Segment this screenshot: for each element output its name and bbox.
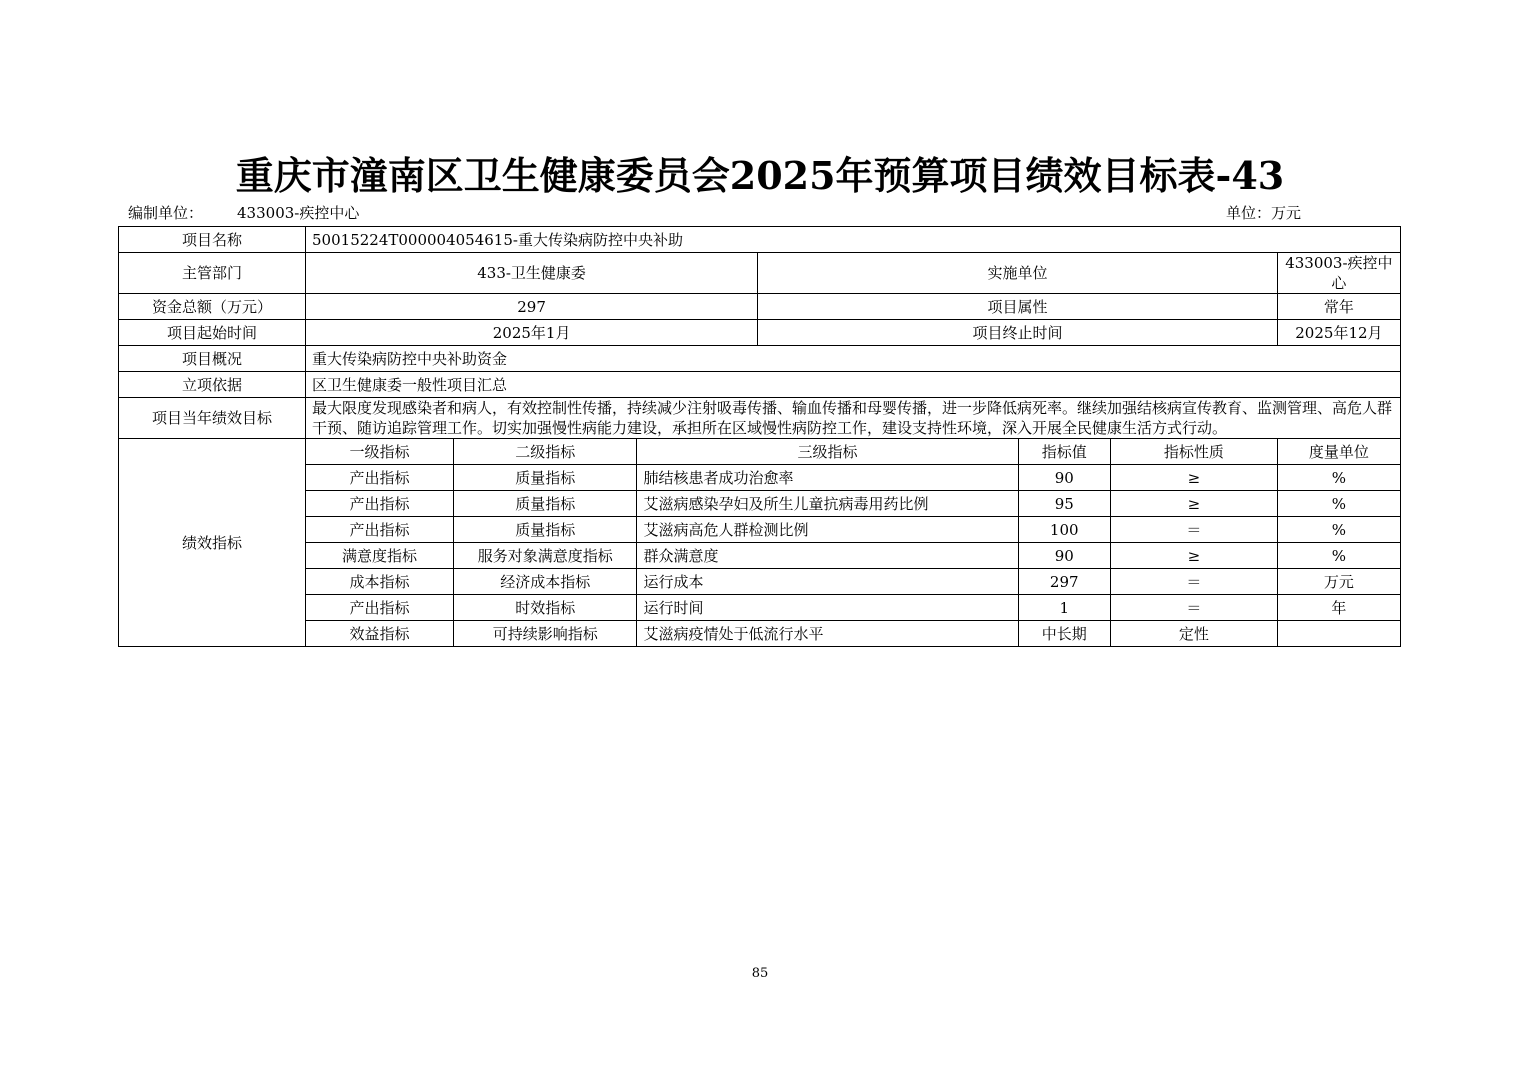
indicator-header-row bbox=[119, 439, 1401, 465]
level2-cell: 质量指标 bbox=[453, 491, 636, 517]
level2-cell: 服务对象满意度指标 bbox=[453, 543, 636, 569]
unit-cell: % bbox=[1277, 543, 1400, 569]
unit-cell: % bbox=[1277, 491, 1400, 517]
row-time bbox=[119, 320, 1401, 346]
value-cell: 1 bbox=[1018, 595, 1110, 621]
fund-value: 297 bbox=[306, 294, 758, 320]
level2-cell: 可持续影响指标 bbox=[453, 621, 636, 647]
level2-cell: 时效指标 bbox=[453, 595, 636, 621]
attr-label: 项目属性 bbox=[758, 294, 1278, 320]
start-label: 项目起始时间 bbox=[119, 320, 306, 346]
level1-cell: 产出指标 bbox=[306, 595, 454, 621]
header-unit: 度量单位 bbox=[1277, 439, 1400, 465]
performance-table bbox=[118, 226, 1401, 647]
row-dept bbox=[119, 253, 1401, 294]
unit-cell: 年 bbox=[1277, 595, 1400, 621]
table-row bbox=[119, 595, 1401, 621]
value-cell: 90 bbox=[1018, 465, 1110, 491]
nature-cell: ＝ bbox=[1110, 517, 1277, 543]
unit-cell: % bbox=[1277, 465, 1400, 491]
project-name-label: 项目名称 bbox=[119, 227, 306, 253]
value-cell: 中长期 bbox=[1018, 621, 1110, 647]
level1-cell: 产出指标 bbox=[306, 517, 454, 543]
value-cell: 90 bbox=[1018, 543, 1110, 569]
impl-value: 433003-疾控中心 bbox=[1277, 253, 1400, 294]
goal-value: 最大限度发现感染者和病人，有效控制性传播，持续减少注射吸毒传播、输血传播和母婴传播，进一步降低病死率。继续加强结核病宣传教育、监测管理、高危人群干预、随访追踪管理工作。切实加强慢性病能力建设，承担所在区域慢性病防控工作，建设支持性环境，深入开展全民健康生活方式行动。 bbox=[306, 398, 1401, 439]
goal-label: 项目当年绩效目标 bbox=[119, 398, 306, 439]
page-title: 重庆市潼南区卫生健康委员会2025年预算项目绩效目标表-43 bbox=[235, 153, 1285, 198]
level1-cell: 效益指标 bbox=[306, 621, 454, 647]
level2-cell: 质量指标 bbox=[453, 517, 636, 543]
level3-cell: 运行时间 bbox=[637, 595, 1018, 621]
nature-cell: ＝ bbox=[1110, 569, 1277, 595]
level3-cell: 群众满意度 bbox=[637, 543, 1018, 569]
level3-cell: 艾滋病高危人群检测比例 bbox=[637, 517, 1018, 543]
level2-cell: 经济成本指标 bbox=[453, 569, 636, 595]
level3-cell: 运行成本 bbox=[637, 569, 1018, 595]
nature-cell: ≥ bbox=[1110, 543, 1277, 569]
unit-cell bbox=[1277, 621, 1400, 647]
header-nature: 指标性质 bbox=[1110, 439, 1277, 465]
table-row bbox=[119, 517, 1401, 543]
unit-cell: 万元 bbox=[1277, 569, 1400, 595]
fund-label: 资金总额（万元） bbox=[119, 294, 306, 320]
basis-label: 立项依据 bbox=[119, 372, 306, 398]
impl-label: 实施单位 bbox=[758, 253, 1278, 294]
compiling-unit-value: 433003-疾控中心 bbox=[237, 204, 360, 222]
unit-cell: % bbox=[1277, 517, 1400, 543]
overview-value: 重大传染病防控中央补助资金 bbox=[306, 346, 1401, 372]
header-value: 指标值 bbox=[1018, 439, 1110, 465]
value-cell: 95 bbox=[1018, 491, 1110, 517]
compiling-unit-label: 编制单位： bbox=[128, 204, 204, 222]
nature-cell: 定性 bbox=[1110, 621, 1277, 647]
table-row bbox=[119, 465, 1401, 491]
overview-label: 项目概况 bbox=[119, 346, 306, 372]
indicators-section-label: 绩效指标 bbox=[119, 439, 306, 647]
row-goal bbox=[119, 398, 1401, 439]
dept-value: 433-卫生健康委 bbox=[306, 253, 758, 294]
table-row bbox=[119, 543, 1401, 569]
header-level1: 一级指标 bbox=[306, 439, 454, 465]
level1-cell: 成本指标 bbox=[306, 569, 454, 595]
value-cell: 297 bbox=[1018, 569, 1110, 595]
project-name-value: 50015224T000004054615-重大传染病防控中央补助 bbox=[306, 227, 1401, 253]
nature-cell: ≥ bbox=[1110, 465, 1277, 491]
level1-cell: 产出指标 bbox=[306, 465, 454, 491]
end-value: 2025年12月 bbox=[1277, 320, 1400, 346]
header-level3: 三级指标 bbox=[637, 439, 1018, 465]
dept-label: 主管部门 bbox=[119, 253, 306, 294]
level3-cell: 肺结核患者成功治愈率 bbox=[637, 465, 1018, 491]
table-row bbox=[119, 621, 1401, 647]
basis-value: 区卫生健康委一般性项目汇总 bbox=[306, 372, 1401, 398]
row-project-name bbox=[119, 227, 1401, 253]
table-row bbox=[119, 491, 1401, 517]
level1-cell: 满意度指标 bbox=[306, 543, 454, 569]
start-value: 2025年1月 bbox=[306, 320, 758, 346]
level2-cell: 质量指标 bbox=[453, 465, 636, 491]
row-basis bbox=[119, 372, 1401, 398]
row-fund bbox=[119, 294, 1401, 320]
level1-cell: 产出指标 bbox=[306, 491, 454, 517]
compiling-unit bbox=[128, 203, 359, 223]
page-number: 85 bbox=[751, 966, 769, 981]
value-cell: 100 bbox=[1018, 517, 1110, 543]
currency-unit: 单位：万元 bbox=[1226, 204, 1302, 222]
level3-cell: 艾滋病疫情处于低流行水平 bbox=[637, 621, 1018, 647]
table-row bbox=[119, 569, 1401, 595]
level3-cell: 艾滋病感染孕妇及所生儿童抗病毒用药比例 bbox=[637, 491, 1018, 517]
nature-cell: ≥ bbox=[1110, 491, 1277, 517]
end-label: 项目终止时间 bbox=[758, 320, 1278, 346]
attr-value: 常年 bbox=[1277, 294, 1400, 320]
nature-cell: ＝ bbox=[1110, 595, 1277, 621]
header-level2: 二级指标 bbox=[453, 439, 636, 465]
row-overview bbox=[119, 346, 1401, 372]
